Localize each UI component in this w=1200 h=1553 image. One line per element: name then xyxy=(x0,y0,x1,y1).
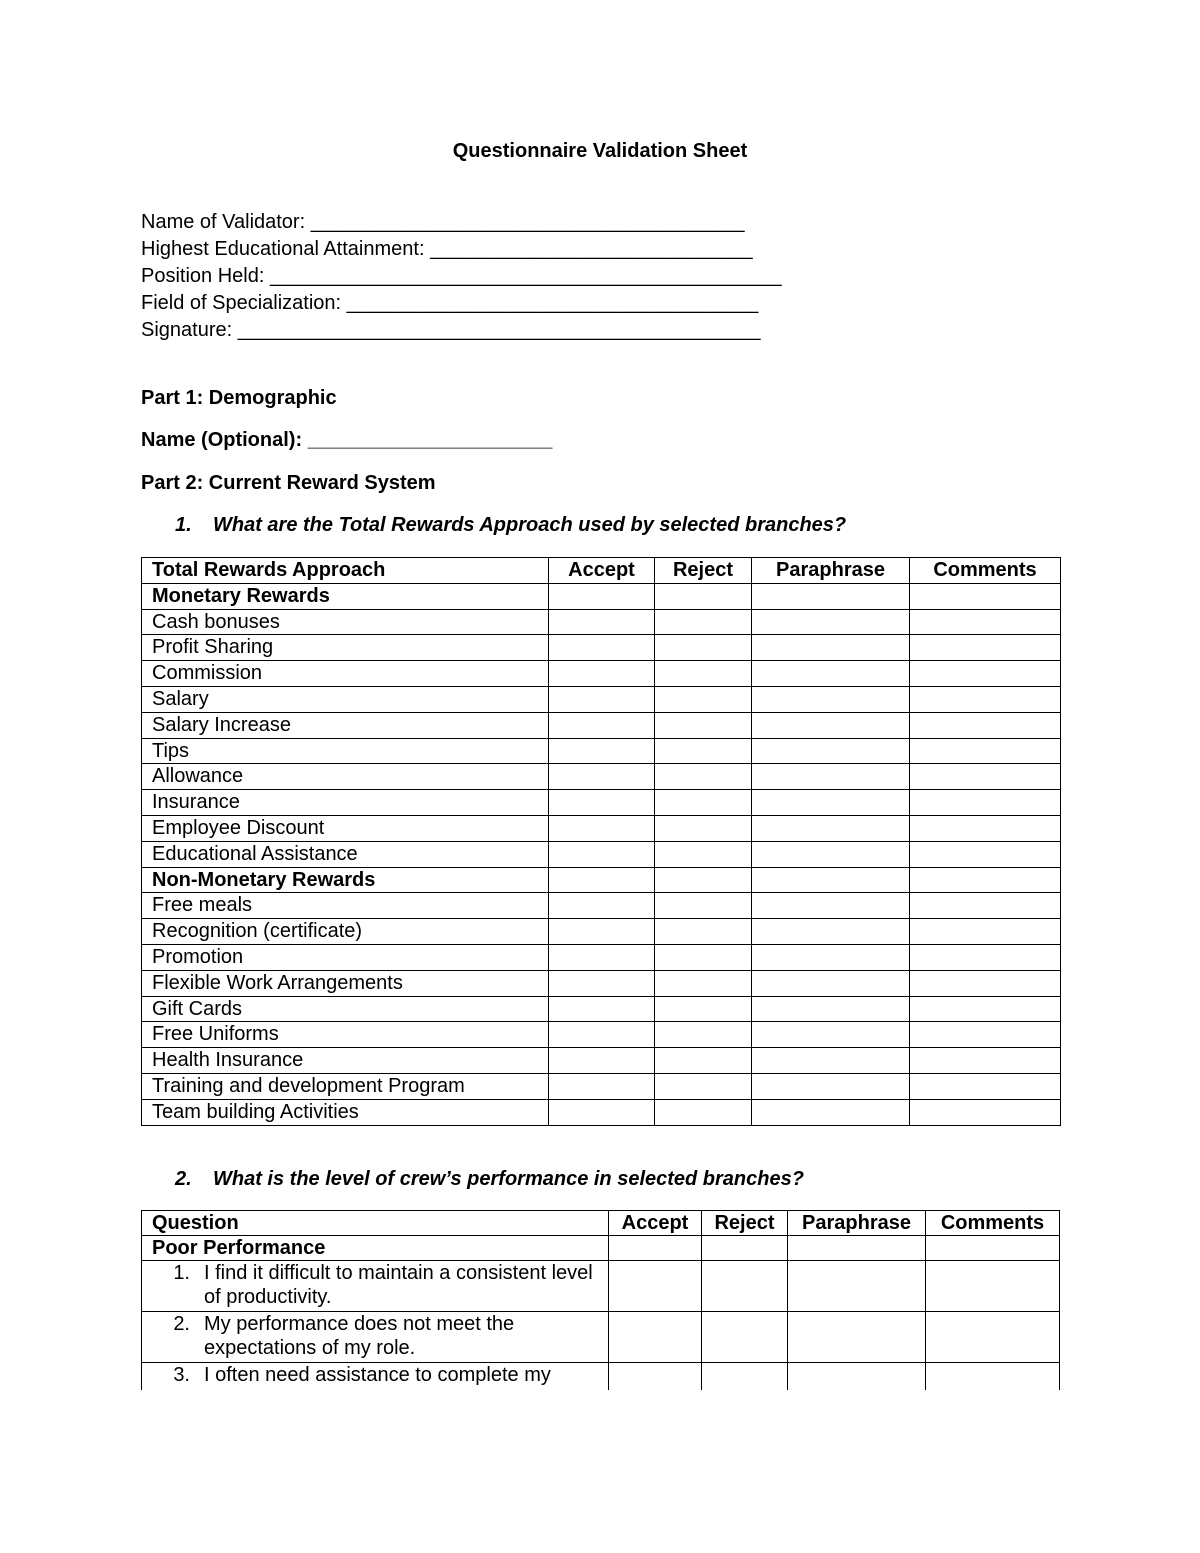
rewards-paraphrase-cell[interactable] xyxy=(752,841,910,867)
rewards-reject-cell[interactable] xyxy=(655,1099,752,1125)
rewards-item-row xyxy=(142,790,1061,816)
part2-heading: Part 2: Current Reward System xyxy=(141,472,436,494)
rewards-item-label: Profit Sharing xyxy=(142,635,549,661)
performance-question-text: I find it difficult to maintain a consistent level of productivity. xyxy=(204,1262,593,1308)
performance-accept-cell[interactable] xyxy=(609,1261,702,1312)
rewards-reject-cell[interactable] xyxy=(655,686,752,712)
rewards-accept-cell[interactable] xyxy=(549,970,655,996)
rewards-reject-cell[interactable] xyxy=(655,1073,752,1099)
rewards-accept-cell[interactable] xyxy=(549,764,655,790)
performance-header-accept: Accept xyxy=(609,1211,702,1236)
performance-question-number: 3. xyxy=(173,1364,190,1386)
rewards-accept-cell[interactable] xyxy=(549,583,655,609)
rewards-accept-cell[interactable] xyxy=(549,790,655,816)
validator-field-label: Name of Validator: xyxy=(141,211,306,233)
rewards-item-label: Team building Activities xyxy=(142,1099,549,1125)
rewards-paraphrase-cell[interactable] xyxy=(752,867,910,893)
rewards-item-label: Educational Assistance xyxy=(142,841,549,867)
rewards-paraphrase-cell[interactable] xyxy=(752,1073,910,1099)
rewards-comments-cell[interactable] xyxy=(910,893,1061,919)
rewards-accept-cell[interactable] xyxy=(549,635,655,661)
question-1-number: 1. xyxy=(175,514,192,536)
rewards-comments-cell[interactable] xyxy=(910,790,1061,816)
rewards-accept-cell[interactable] xyxy=(549,738,655,764)
rewards-item-row xyxy=(142,635,1061,661)
performance-section-label: Poor Performance xyxy=(142,1236,609,1261)
name-optional-label: Name (Optional): xyxy=(141,429,303,451)
performance-paraphrase-cell[interactable] xyxy=(788,1261,926,1312)
performance-question-row xyxy=(142,1261,1060,1312)
rewards-item-label: Free Uniforms xyxy=(142,1022,549,1048)
rewards-item-row xyxy=(142,1048,1061,1074)
rewards-item-label: Insurance xyxy=(142,790,549,816)
rewards-paraphrase-cell[interactable] xyxy=(752,764,910,790)
performance-comments-cell[interactable] xyxy=(926,1261,1060,1312)
rewards-category-row xyxy=(142,583,1061,609)
validator-field xyxy=(141,290,782,317)
rewards-item-row xyxy=(142,764,1061,790)
performance-comments-cell[interactable] xyxy=(926,1363,1060,1391)
rewards-paraphrase-cell[interactable] xyxy=(752,1048,910,1074)
rewards-reject-cell[interactable] xyxy=(655,1022,752,1048)
rewards-item-label: Flexible Work Arrangements xyxy=(142,970,549,996)
rewards-comments-cell[interactable] xyxy=(910,686,1061,712)
validator-field-label: Position Held: xyxy=(141,265,265,287)
rewards-reject-cell[interactable] xyxy=(655,790,752,816)
rewards-paraphrase-cell[interactable] xyxy=(752,738,910,764)
rewards-accept-cell[interactable] xyxy=(549,1048,655,1074)
performance-header-paraphrase: Paraphrase xyxy=(788,1211,926,1236)
rewards-comments-cell[interactable] xyxy=(910,712,1061,738)
rewards-item-label: Employee Discount xyxy=(142,815,549,841)
rewards-accept-cell[interactable] xyxy=(549,686,655,712)
rewards-item-label: Monetary Rewards xyxy=(142,583,549,609)
performance-accept-cell[interactable] xyxy=(609,1312,702,1363)
rewards-accept-cell[interactable] xyxy=(549,893,655,919)
rewards-reject-cell[interactable] xyxy=(655,1048,752,1074)
rewards-comments-cell[interactable] xyxy=(910,944,1061,970)
rewards-accept-cell[interactable] xyxy=(549,712,655,738)
performance-reject-cell[interactable] xyxy=(702,1363,788,1391)
rewards-paraphrase-cell[interactable] xyxy=(752,944,910,970)
question-2-number: 2. xyxy=(175,1168,192,1190)
rewards-paraphrase-cell[interactable] xyxy=(752,609,910,635)
validator-field xyxy=(141,317,782,344)
validator-field-line[interactable]: _______________________________________ xyxy=(310,211,745,233)
rewards-comments-cell[interactable] xyxy=(910,738,1061,764)
performance-reject-cell[interactable] xyxy=(702,1261,788,1312)
rewards-table xyxy=(141,557,1061,1126)
rewards-comments-cell[interactable] xyxy=(910,661,1061,687)
performance-question-cell xyxy=(142,1261,609,1312)
rewards-reject-cell[interactable] xyxy=(655,609,752,635)
rewards-accept-cell[interactable] xyxy=(549,996,655,1022)
rewards-paraphrase-cell[interactable] xyxy=(752,661,910,687)
rewards-paraphrase-cell[interactable] xyxy=(752,583,910,609)
name-optional-field xyxy=(141,429,552,452)
rewards-item-row xyxy=(142,738,1061,764)
performance-accept-cell[interactable] xyxy=(609,1236,702,1261)
rewards-item-label: Tips xyxy=(142,738,549,764)
performance-accept-cell[interactable] xyxy=(609,1363,702,1391)
performance-table xyxy=(141,1210,1060,1390)
validator-field-label: Signature: xyxy=(141,319,233,341)
rewards-item-label: Health Insurance xyxy=(142,1048,549,1074)
rewards-reject-cell[interactable] xyxy=(655,970,752,996)
rewards-item-label: Cash bonuses xyxy=(142,609,549,635)
rewards-item-row xyxy=(142,919,1061,945)
rewards-accept-cell[interactable] xyxy=(549,841,655,867)
performance-question-number: 1. xyxy=(173,1262,190,1284)
rewards-comments-cell[interactable] xyxy=(910,583,1061,609)
validator-field-line[interactable]: _____________________________ xyxy=(430,238,753,260)
name-optional-line: ______________________ xyxy=(307,429,553,451)
rewards-accept-cell[interactable] xyxy=(549,815,655,841)
performance-comments-cell[interactable] xyxy=(926,1236,1060,1261)
validator-field xyxy=(141,209,782,236)
question-1-text: What are the Total Rewards Approach used by selected branches? xyxy=(213,514,847,536)
rewards-item-row xyxy=(142,1073,1061,1099)
performance-table-wrap xyxy=(141,1210,1061,1390)
rewards-comments-cell[interactable] xyxy=(910,815,1061,841)
rewards-accept-cell[interactable] xyxy=(549,1073,655,1099)
rewards-reject-cell[interactable] xyxy=(655,919,752,945)
rewards-item-row xyxy=(142,841,1061,867)
rewards-comments-cell[interactable] xyxy=(910,1048,1061,1074)
question-2-text: What is the level of crew’s performance in selected branches? xyxy=(213,1168,804,1190)
performance-paraphrase-cell[interactable] xyxy=(788,1312,926,1363)
validator-field-label: Field of Specialization: xyxy=(141,292,342,314)
rewards-item-row xyxy=(142,944,1061,970)
rewards-reject-cell[interactable] xyxy=(655,893,752,919)
rewards-paraphrase-cell[interactable] xyxy=(752,1099,910,1125)
rewards-comments-cell[interactable] xyxy=(910,609,1061,635)
rewards-item-label: Non-Monetary Rewards xyxy=(142,867,549,893)
performance-reject-cell[interactable] xyxy=(702,1236,788,1261)
performance-paraphrase-cell[interactable] xyxy=(788,1363,926,1391)
performance-question-text: My performance does not meet the expectations of my role. xyxy=(204,1313,515,1359)
rewards-header-reject: Reject xyxy=(655,558,752,584)
validator-info xyxy=(141,209,782,344)
validator-field xyxy=(141,263,782,290)
rewards-paraphrase-cell[interactable] xyxy=(752,893,910,919)
performance-header-comments: Comments xyxy=(926,1211,1060,1236)
rewards-reject-cell[interactable] xyxy=(655,841,752,867)
rewards-item-label: Allowance xyxy=(142,764,549,790)
rewards-comments-cell[interactable] xyxy=(910,996,1061,1022)
rewards-item-row xyxy=(142,609,1061,635)
performance-paraphrase-cell[interactable] xyxy=(788,1236,926,1261)
rewards-item-row xyxy=(142,893,1061,919)
rewards-item-label: Promotion xyxy=(142,944,549,970)
rewards-item-label: Salary Increase xyxy=(142,712,549,738)
validator-field-line[interactable]: _____________________________________ xyxy=(346,292,759,314)
rewards-comments-cell[interactable] xyxy=(910,970,1061,996)
rewards-header-accept: Accept xyxy=(549,558,655,584)
rewards-reject-cell[interactable] xyxy=(655,635,752,661)
performance-comments-cell[interactable] xyxy=(926,1312,1060,1363)
rewards-item-row xyxy=(142,1099,1061,1125)
rewards-item-label: Gift Cards xyxy=(142,996,549,1022)
rewards-paraphrase-cell[interactable] xyxy=(752,919,910,945)
page-title: Questionnaire Validation Sheet xyxy=(452,140,748,162)
performance-header-reject: Reject xyxy=(702,1211,788,1236)
rewards-item-label: Salary xyxy=(142,686,549,712)
rewards-accept-cell[interactable] xyxy=(549,1022,655,1048)
rewards-reject-cell[interactable] xyxy=(655,738,752,764)
rewards-accept-cell[interactable] xyxy=(549,919,655,945)
rewards-reject-cell[interactable] xyxy=(655,583,752,609)
rewards-comments-cell[interactable] xyxy=(910,764,1061,790)
performance-question-cell xyxy=(142,1312,609,1363)
rewards-reject-cell[interactable] xyxy=(655,815,752,841)
performance-question-number: 2. xyxy=(173,1313,190,1335)
rewards-accept-cell[interactable] xyxy=(549,944,655,970)
rewards-reject-cell[interactable] xyxy=(655,944,752,970)
rewards-item-row xyxy=(142,970,1061,996)
rewards-accept-cell[interactable] xyxy=(549,867,655,893)
performance-question-row xyxy=(142,1363,1060,1391)
rewards-header-approach: Total Rewards Approach xyxy=(142,558,549,584)
rewards-item-label: Free meals xyxy=(142,893,549,919)
rewards-item-row xyxy=(142,686,1061,712)
rewards-comments-cell[interactable] xyxy=(910,867,1061,893)
rewards-accept-cell[interactable] xyxy=(549,609,655,635)
performance-reject-cell[interactable] xyxy=(702,1312,788,1363)
question-1 xyxy=(175,514,846,537)
validator-field-label: Highest Educational Attainment: xyxy=(141,238,425,260)
rewards-paraphrase-cell[interactable] xyxy=(752,815,910,841)
rewards-reject-cell[interactable] xyxy=(655,661,752,687)
rewards-comments-cell[interactable] xyxy=(910,919,1061,945)
rewards-header-paraphrase: Paraphrase xyxy=(752,558,910,584)
rewards-accept-cell[interactable] xyxy=(549,1099,655,1125)
performance-header-question: Question xyxy=(142,1211,609,1236)
rewards-item-row xyxy=(142,996,1061,1022)
rewards-accept-cell[interactable] xyxy=(549,661,655,687)
rewards-comments-cell[interactable] xyxy=(910,1099,1061,1125)
rewards-reject-cell[interactable] xyxy=(655,867,752,893)
rewards-item-label: Recognition (certificate) xyxy=(142,919,549,945)
rewards-comments-cell[interactable] xyxy=(910,1073,1061,1099)
rewards-item-label: Training and development Program xyxy=(142,1073,549,1099)
rewards-paraphrase-cell[interactable] xyxy=(752,996,910,1022)
rewards-comments-cell[interactable] xyxy=(910,635,1061,661)
rewards-paraphrase-cell[interactable] xyxy=(752,712,910,738)
rewards-item-row xyxy=(142,1022,1061,1048)
rewards-header-comments: Comments xyxy=(910,558,1061,584)
rewards-item-row xyxy=(142,712,1061,738)
rewards-paraphrase-cell[interactable] xyxy=(752,635,910,661)
rewards-reject-cell[interactable] xyxy=(655,996,752,1022)
rewards-paraphrase-cell[interactable] xyxy=(752,790,910,816)
performance-question-text: I often need assistance to complete my xyxy=(204,1364,551,1386)
rewards-paraphrase-cell[interactable] xyxy=(752,686,910,712)
validator-field-line[interactable]: _______________________________________________ xyxy=(237,319,761,341)
validator-field xyxy=(141,236,782,263)
performance-section-row xyxy=(142,1236,1060,1261)
rewards-reject-cell[interactable] xyxy=(655,712,752,738)
rewards-paraphrase-cell[interactable] xyxy=(752,1022,910,1048)
rewards-item-label: Commission xyxy=(142,661,549,687)
validator-field-line[interactable]: ______________________________________________ xyxy=(269,265,782,287)
rewards-reject-cell[interactable] xyxy=(655,764,752,790)
performance-question-row xyxy=(142,1312,1060,1363)
rewards-comments-cell[interactable] xyxy=(910,841,1061,867)
performance-question-cell xyxy=(142,1363,609,1391)
rewards-comments-cell[interactable] xyxy=(910,1022,1061,1048)
rewards-item-row xyxy=(142,815,1061,841)
rewards-item-row xyxy=(142,661,1061,687)
question-2 xyxy=(175,1168,804,1191)
part1-heading: Part 1: Demographic xyxy=(141,387,337,409)
rewards-paraphrase-cell[interactable] xyxy=(752,970,910,996)
rewards-category-row xyxy=(142,867,1061,893)
